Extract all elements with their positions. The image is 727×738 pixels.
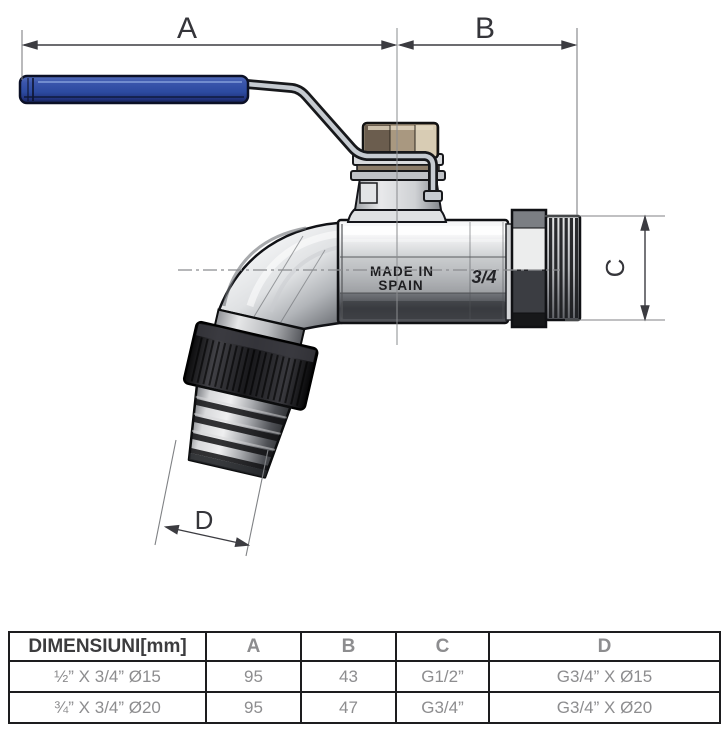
header-cell-d: D: [489, 632, 720, 661]
header-cell-b: B: [301, 632, 396, 661]
cell-c: G3/4”: [396, 692, 489, 723]
valve-body: [338, 220, 510, 323]
handle: [20, 76, 248, 103]
dimensions-table: [8, 631, 721, 724]
header-cell-a: A: [206, 632, 301, 661]
table-row: [9, 692, 720, 723]
hose-barb-assembly: [166, 306, 321, 484]
cell-d: G3/4” X Ø15: [489, 661, 720, 692]
body-marking-line2: SPAIN: [378, 278, 424, 293]
cell-d: G3/4” X Ø20: [489, 692, 720, 723]
cell-b: 47: [301, 692, 396, 723]
dim-label-c: C: [600, 258, 630, 278]
cell-variant: ¾” X 3/4” Ø20: [9, 692, 206, 723]
outlet-hex: [506, 210, 546, 327]
cell-b: 43: [301, 661, 396, 692]
table-header-row: [9, 632, 720, 661]
cell-a: 95: [206, 692, 301, 723]
dim-label-a: A: [176, 12, 198, 45]
cell-a: 95: [206, 661, 301, 692]
handle-grip: [20, 76, 248, 103]
stem-detail: [360, 183, 377, 203]
cell-c: G1/2”: [396, 661, 489, 692]
outlet-thread: [546, 216, 580, 320]
header-cell-c: C: [396, 632, 489, 661]
size-marking: 3/4: [471, 267, 497, 287]
header-cell-dimensiuni: DIMENSIUNI[mm]: [9, 632, 206, 661]
table-row: [9, 661, 720, 692]
body-marking-line1: MADE IN: [370, 264, 434, 279]
dim-label-b: B: [474, 12, 496, 45]
dim-label-d: D: [194, 505, 214, 535]
cell-variant: ½” X 3/4” Ø15: [9, 661, 206, 692]
